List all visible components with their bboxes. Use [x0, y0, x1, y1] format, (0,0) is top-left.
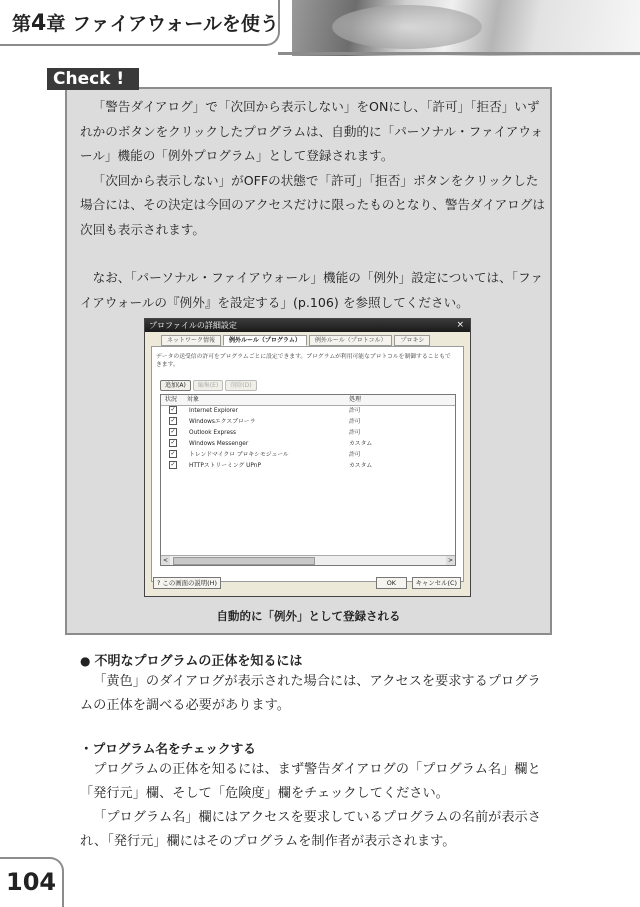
close-icon[interactable]: × — [456, 320, 464, 330]
list-header — [161, 395, 455, 406]
column-target[interactable]: 対象 — [187, 396, 200, 403]
chapter-title — [12, 9, 279, 36]
row-target: Windowsエクスプローラ — [189, 419, 256, 425]
check-paragraph: なお、「パーソナル・ファイアウォール」機能の「例外」設定については、「ファイアウォールの『例外』を設定する」(p.106) を参照してください。 — [80, 270, 543, 310]
check-paragraph: 「警告ダイアログ」で「次回から表示しない」をONにし、「許可」「拒否」いずれかのボタンをクリックしたプログラムは、自動的に「パーソナル・ファイアウォール」機能の「例外プログラム」として登録されます。 — [80, 99, 544, 163]
check-paragraph: 「次回から表示しない」がOFFの状態で「許可」「拒否」ボタンをクリックした場合には、その決定は今回のアクセスだけに限ったものとなり、警告ダイアログは次回も表示されます。 — [80, 172, 545, 237]
dialog-tabs — [161, 335, 432, 346]
row-target: Outlook Express — [189, 430, 237, 436]
dialog-title: プロファイルの詳細設定 — [149, 321, 237, 330]
horizontal-scrollbar[interactable] — [161, 555, 455, 565]
scroll-right-icon[interactable]: > — [447, 557, 454, 564]
section-title: 不明なプログラムの正体を知るには — [94, 654, 303, 669]
rules-list — [160, 394, 456, 566]
dialog-panel — [151, 346, 464, 582]
chapter-title-text: ファイアウォールを使う — [65, 13, 279, 35]
checkbox[interactable]: ✓ — [170, 439, 176, 446]
row-target: トレンドマイクロ プロキシモジュール — [189, 452, 289, 458]
tab-proxy[interactable]: プロキシ — [394, 335, 430, 346]
section-intro — [80, 670, 550, 718]
row-target: Windows Messenger — [189, 441, 249, 447]
dialog-titlebar — [145, 319, 470, 332]
row-action: カスタム — [349, 441, 373, 447]
body-paragraph: 「プログラム名」欄にはアクセスを要求しているプログラムの名前が表示され、「発行元」欄にはそのプログラムを制作者が表示されます。 — [80, 810, 541, 849]
tab-protocol-rules[interactable]: 例外ルール（プロトコル） — [309, 335, 393, 346]
dialog-description: データの送受信の許可をプログラムごとに設定できます。プログラムが利用可能なプロトコルを制御することもできます。 — [156, 354, 451, 368]
list-item[interactable] — [161, 417, 455, 428]
bullet-icon: ● — [80, 654, 91, 668]
chapter-header — [0, 0, 280, 46]
sub-heading: ・プログラム名をチェックする — [80, 741, 256, 756]
tab-network-info[interactable]: ネットワーク情報 — [161, 335, 221, 346]
row-action: 許可 — [349, 408, 361, 414]
row-target: Internet Explorer — [189, 408, 238, 414]
profile-settings-dialog — [144, 318, 471, 597]
section-body — [80, 758, 550, 854]
checkbox[interactable]: ✓ — [170, 406, 176, 413]
check-badge: Check ! — [47, 68, 139, 90]
page-number: 104 — [6, 868, 57, 896]
list-item[interactable] — [161, 428, 455, 439]
help-button[interactable]: ? この画面の説明(H) — [153, 577, 221, 589]
add-button[interactable]: 追加(A) — [160, 380, 191, 391]
list-item[interactable] — [161, 406, 455, 417]
list-item[interactable] — [161, 450, 455, 461]
row-action: 許可 — [349, 419, 361, 425]
header-photo — [292, 0, 640, 56]
rule-buttons — [160, 380, 259, 391]
section-heading — [80, 650, 302, 669]
chapter-prefix: 第 — [12, 13, 32, 35]
cancel-button[interactable]: キャンセル(C) — [412, 577, 461, 589]
column-action[interactable]: 処理 — [349, 396, 362, 403]
list-item[interactable] — [161, 461, 455, 472]
dialog-footer — [151, 575, 465, 591]
list-item[interactable] — [161, 439, 455, 450]
checkbox[interactable]: ✓ — [170, 428, 176, 435]
edit-button[interactable]: 編集(E) — [193, 380, 223, 391]
tab-program-rules[interactable]: 例外ルール（プログラム） — [223, 335, 307, 346]
row-action: 許可 — [349, 430, 361, 436]
scroll-left-icon[interactable]: < — [162, 557, 169, 564]
header-divider — [278, 52, 640, 55]
delete-button[interactable]: 削除(D) — [225, 380, 256, 391]
chapter-suffix: 章 — [46, 13, 66, 35]
chapter-number: 4 — [31, 11, 47, 36]
checkbox[interactable]: ✓ — [170, 450, 176, 457]
ok-button[interactable]: OK — [376, 577, 407, 589]
checkbox[interactable]: ✓ — [170, 417, 176, 424]
row-target: HTTPストリーミング UPnP — [189, 463, 261, 469]
checkbox[interactable]: ✓ — [170, 461, 176, 468]
check-text — [80, 95, 546, 315]
scroll-thumb[interactable] — [173, 557, 315, 565]
figure-caption: 自動的に「例外」として登録される — [216, 609, 401, 623]
column-status[interactable]: 状況 — [165, 396, 178, 403]
intro-paragraph: 「黄色」のダイアログが表示された場合には、アクセスを要求するプログラムの正体を調べる必要があります。 — [80, 674, 541, 713]
body-paragraph: プログラムの正体を知るには、まず警告ダイアログの「プログラム名」欄と「発行元」欄、そして「危険度」欄をチェックしてください。 — [80, 762, 541, 801]
row-action: カスタム — [349, 463, 373, 469]
row-action: 許可 — [349, 452, 361, 458]
